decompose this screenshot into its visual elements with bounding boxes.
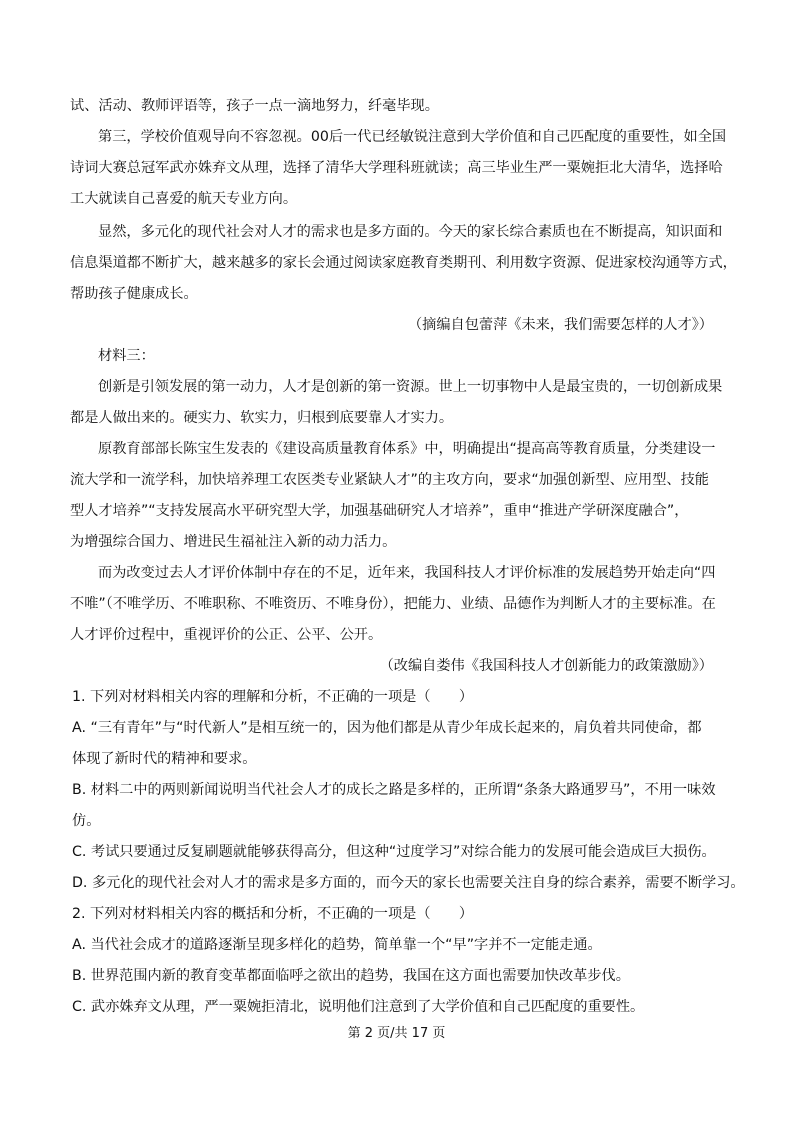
question-stem: 1. 下列对材料相关内容的理解和分析，不正确的一项是（ ） xyxy=(72,689,474,705)
text-line: 帮助孩子健康成长。 xyxy=(70,286,198,302)
answer-option: B. 世界范围内新的教育变革都面临呼之欲出的趋势，我国在这方面也需要加快改革步伐。 xyxy=(72,968,630,984)
page-footer: 第 2 页/共 17 页 xyxy=(347,1026,446,1041)
section-heading: 材料三： xyxy=(98,348,155,364)
answer-option-cont: 体现了新时代的精神和要求。 xyxy=(72,751,257,767)
answer-option: B. 材料二中的两则新闻说明当代社会人才的成长之路是多样的，正所谓“条条大路通罗马”，不用一味效 xyxy=(72,782,716,798)
source-citation: （摘编自包蕾萍《未来，我们需要怎样的人才》） xyxy=(407,317,713,333)
question-stem: 2. 下列对材料相关内容的概括和分析，不正确的一项是（ ） xyxy=(72,906,474,922)
text-line: 试、活动、教师评语等，孩子一点一滴地努力，纤毫毕现。 xyxy=(70,98,439,114)
text-line: 流大学和一流学科，加快培养理工农医类专业紧缺人才”的主攻方向，要求“加强创新型、应用型、技能 xyxy=(70,472,709,488)
text-line: 创新是引领发展的第一动力，人才是创新的第一资源。世上一切事物中人是最宝贵的，一切创新成果 xyxy=(98,379,723,395)
text-line: 不唯”（不唯学历、不唯职称、不唯资历、不唯身份），把能力、业绩、品德作为判断人才的主要标准。在 xyxy=(70,596,716,612)
text-line: 工大就读自己喜爱的航天专业方向。 xyxy=(70,191,298,207)
text-line: 都是人做出来的。硬实力、软实力，归根到底要靠人才实力。 xyxy=(70,410,454,426)
answer-option-cont: 仿。 xyxy=(72,813,101,829)
answer-option: A. “三有青年”与“时代新人”是相互统一的，因为他们都是从青少年成长起来的，肩负着共同使命，都 xyxy=(72,720,702,736)
text-line: 型人才培养”“支持发展高水平研究型大学，加强基础研究人才培养”，重申“推进产学研深度融合”， xyxy=(70,503,689,519)
answer-option: C. 武亦姝弃文从理，严一粟婉拒清北，说明他们注意到了大学价值和自己匹配度的重要性。 xyxy=(72,999,645,1015)
answer-option: A. 当代社会成才的道路逐渐呈现多样化的趋势，简单靠一个“早”字并不一定能走通。 xyxy=(72,937,602,953)
text-line: 原教育部部长陈宝生发表的《建设高质量教育体系》中，明确提出“提高高等教育质量，分类建设一 xyxy=(98,441,716,457)
text-line: 信息渠道都不断扩大，越来越多的家长会通过阅读家庭教育类期刊、利用数字资源、促进家校沟通等方式， xyxy=(70,255,737,271)
answer-option: D. 多元化的现代社会对人才的需求是多方面的，而今天的家长也需要关注自身的综合素养，需要不断学习。 xyxy=(72,875,745,891)
text-line: 诗词大赛总冠军武亦姝弃文从理，选择了清华大学理科班就读；高三毕业生严一粟婉拒北大清华，选择哈 xyxy=(70,160,723,176)
source-citation: （改编自娄伟《我国科技人才创新能力的政策激励》） xyxy=(379,658,713,674)
text-line: 第三，学校价值观导向不容忽视。00后一代已经敏锐注意到大学价值和自己匹配度的重要性，如全国 xyxy=(98,129,727,145)
text-line: 显然，多元化的现代社会对人才的需求也是多方面的。今天的家长综合素质也在不断提高，知识面和 xyxy=(98,224,723,240)
answer-option: C. 考试只要通过反复刷题就能够获得高分，但这种“过度学习”对综合能力的发展可能会造成巨大损伤。 xyxy=(72,844,716,860)
text-line: 而为改变过去人才评价体制中存在的不足，近年来，我国科技人才评价标准的发展趋势开始走向“四 xyxy=(98,565,716,581)
text-line: 人才评价过程中，重视评价的公正、公平、公开。 xyxy=(70,627,383,643)
text-line: 为增强综合国力、增进民生福祉注入新的动力活力。 xyxy=(70,534,397,550)
